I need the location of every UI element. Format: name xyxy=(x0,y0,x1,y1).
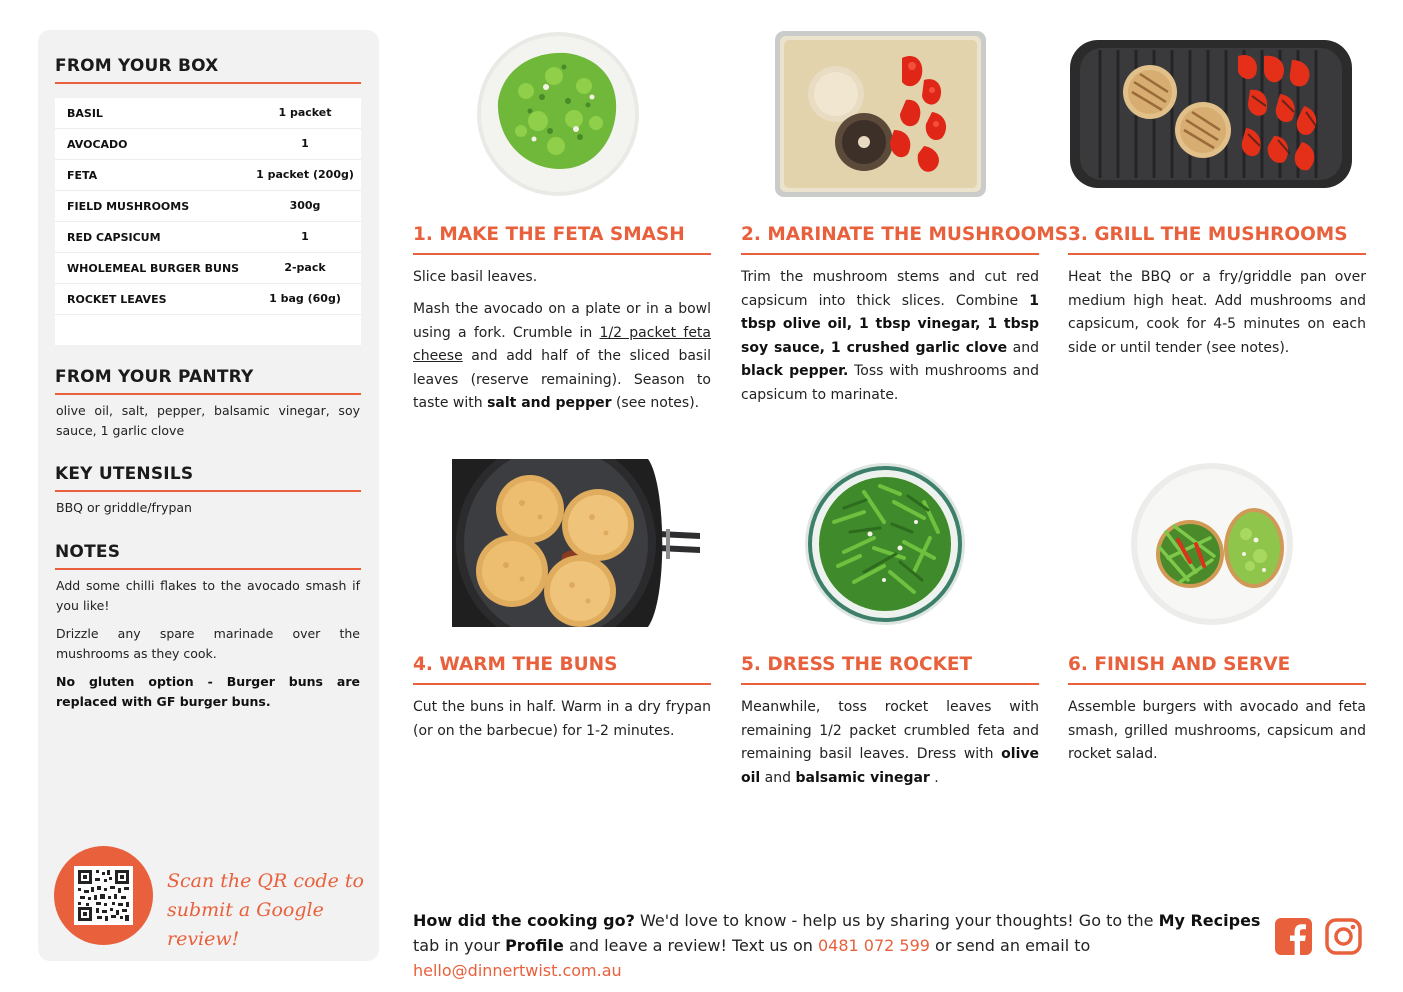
table-row xyxy=(55,98,361,129)
feta-amount-underlined: 1/2 packet feta cheese xyxy=(413,324,711,364)
step-1-text-c: (see notes). xyxy=(611,395,700,411)
feta-smash-bowl-photo xyxy=(476,31,640,197)
utensils-text: BBQ or griddle/frypan xyxy=(56,500,192,515)
feedback-footer xyxy=(413,908,1263,983)
step-4-title: 4. WARM THE BUNS xyxy=(413,654,618,675)
note-marinade: Drizzle any spare marinade over the mushrooms as they cook. xyxy=(56,626,360,661)
footer-question: How did the cooking go? xyxy=(413,911,635,930)
table-row xyxy=(55,129,361,160)
key-utensils-heading: KEY UTENSILS xyxy=(55,464,194,484)
step-3-title: 3. GRILL THE MUSHROOMS xyxy=(1068,224,1348,245)
rocket-salad-photo xyxy=(804,462,966,626)
step-1-text-a: Mash the avocado on a plate or in a bowl using a fork. Crumble in xyxy=(413,301,711,341)
footer-text-2: tab in your xyxy=(413,936,506,955)
step-2-text-d: Toss with mushrooms and capsicum to marinate. xyxy=(741,363,1039,403)
ingredient-name: ROCKET LEAVES xyxy=(67,293,167,306)
step-5-text-c: and xyxy=(760,769,796,786)
step-5-title: 5. DRESS THE ROCKET xyxy=(741,654,973,675)
ingredients-sidebar xyxy=(38,30,379,961)
step-2-underline xyxy=(741,253,1039,255)
grill-pan-photo xyxy=(1070,36,1352,192)
profile-label: Profile xyxy=(505,936,564,955)
step-5-text xyxy=(741,696,1039,790)
ingredient-name: BASIL xyxy=(67,107,103,120)
ingredient-name: RED CAPSICUM xyxy=(67,231,161,244)
ingredient-name: FIELD MUSHROOMS xyxy=(67,200,190,213)
heading-underline xyxy=(55,82,361,84)
ingredient-qty: 1 bag (60g) xyxy=(269,292,341,305)
heading-underline xyxy=(55,490,361,492)
table-row xyxy=(55,253,361,284)
frypan-buns-photo xyxy=(452,459,706,627)
table-row xyxy=(55,284,361,315)
step-2-text xyxy=(741,266,1039,407)
step-2-text-c: and xyxy=(1007,339,1039,356)
step-5-text-d: . xyxy=(929,769,939,786)
step-6-underline xyxy=(1068,683,1366,685)
step-4-underline xyxy=(413,683,711,685)
ingredient-name: FETA xyxy=(67,169,98,182)
table-row xyxy=(55,160,361,191)
step-1-underline xyxy=(413,253,711,255)
note-chilli: Add some chilli flakes to the avocado smash if you like! xyxy=(56,578,360,613)
qr-caption-line-2: submit a Google review! xyxy=(167,899,324,950)
step-3-text: Heat the BBQ or a fry/griddle pan over medium high heat. Add mushrooms and capsicum, cook for 4-5 minutes on each side or until tender (see notes). xyxy=(1068,269,1366,356)
footer-text-3: and leave a review! Text us on xyxy=(563,936,818,955)
ingredient-qty: 2-pack xyxy=(284,261,326,274)
ingredient-qty: 1 packet (200g) xyxy=(256,168,354,181)
qr-code-icon[interactable] xyxy=(74,866,133,925)
salt-pepper-bold: salt and pepper xyxy=(487,395,612,411)
step-5-text-a: Meanwhile, toss rocket leaves with remaining 1/2 packet crumbled feta and remaining basil leaves. Dress with xyxy=(741,699,1039,762)
table-row xyxy=(55,191,361,222)
black-pepper-bold: black pepper. xyxy=(741,363,849,379)
note-gluten-free: No gluten option - Burger buns are replaced with GF burger buns. xyxy=(56,674,360,709)
step-4-text: Cut the buns in half. Warm in a dry frypan (or on the barbecue) for 1-2 minutes. xyxy=(413,699,711,739)
step-2-title: 2. MARINATE THE MUSHROOMS xyxy=(741,224,1069,245)
step-5-underline xyxy=(741,683,1039,685)
email-link[interactable]: hello@dinnertwist.com.au xyxy=(413,961,622,980)
ingredient-name: WHOLEMEAL BURGER BUNS xyxy=(67,262,240,275)
heading-underline xyxy=(55,568,361,570)
pantry-text: olive oil, salt, pepper, balsamic vinegar, soy sauce, 1 garlic clove xyxy=(56,403,360,438)
marinate-tray-photo xyxy=(774,30,988,198)
my-recipes-label: My Recipes xyxy=(1158,911,1261,930)
box-ingredients-table xyxy=(55,98,361,345)
qr-badge[interactable] xyxy=(54,846,153,945)
ingredient-qty: 300g xyxy=(289,199,321,212)
step-3-underline xyxy=(1068,253,1366,255)
ingredient-name: AVOCADO xyxy=(67,138,128,151)
footer-text-4: or send an email to xyxy=(929,936,1091,955)
step-2-text-a: Trim the mushroom stems and cut red capsicum into thick slices. Combine xyxy=(741,269,1039,309)
facebook-icon[interactable] xyxy=(1275,918,1312,955)
step-6-text: Assemble burgers with avocado and feta smash, grilled mushrooms, capsicum and rocket salad. xyxy=(1068,699,1366,762)
instagram-icon[interactable] xyxy=(1325,918,1362,955)
heading-underline xyxy=(55,393,361,395)
balsamic-vinegar-bold: balsamic vinegar xyxy=(795,769,930,786)
qr-caption-line-1: Scan the QR code to xyxy=(167,870,364,892)
ingredient-qty: 1 xyxy=(301,137,309,150)
qr-review-caption xyxy=(167,867,367,954)
from-your-pantry-heading: FROM YOUR PANTRY xyxy=(55,367,254,387)
step-1-text-slice: Slice basil leaves. xyxy=(413,269,538,285)
ingredient-qty: 1 xyxy=(301,230,309,243)
olive-oil-bold: olive oil xyxy=(741,746,1039,786)
step-1-text-b: and add half of the sliced basil leaves (reserve remaining). Season to taste with xyxy=(413,348,711,411)
step-6-title: 6. FINISH AND SERVE xyxy=(1068,654,1291,675)
ingredient-qty: 1 packet xyxy=(278,106,332,119)
footer-text-1: We'd love to know - help us by sharing your thoughts! Go to the xyxy=(634,911,1159,930)
from-your-box-heading: FROM YOUR BOX xyxy=(55,56,219,76)
phone-link[interactable]: 0481 072 599 xyxy=(817,936,930,955)
step-1-text-mash xyxy=(413,298,711,416)
notes-heading: NOTES xyxy=(55,542,121,562)
finished-burger-photo xyxy=(1130,462,1294,626)
table-row xyxy=(55,222,361,253)
step-1-title: 1. MAKE THE FETA SMASH xyxy=(413,224,685,245)
marinade-ingredients-bold: 1 tbsp olive oil, 1 tbsp vinegar, 1 tbsp soy sauce, 1 crushed garlic clove xyxy=(741,292,1039,356)
